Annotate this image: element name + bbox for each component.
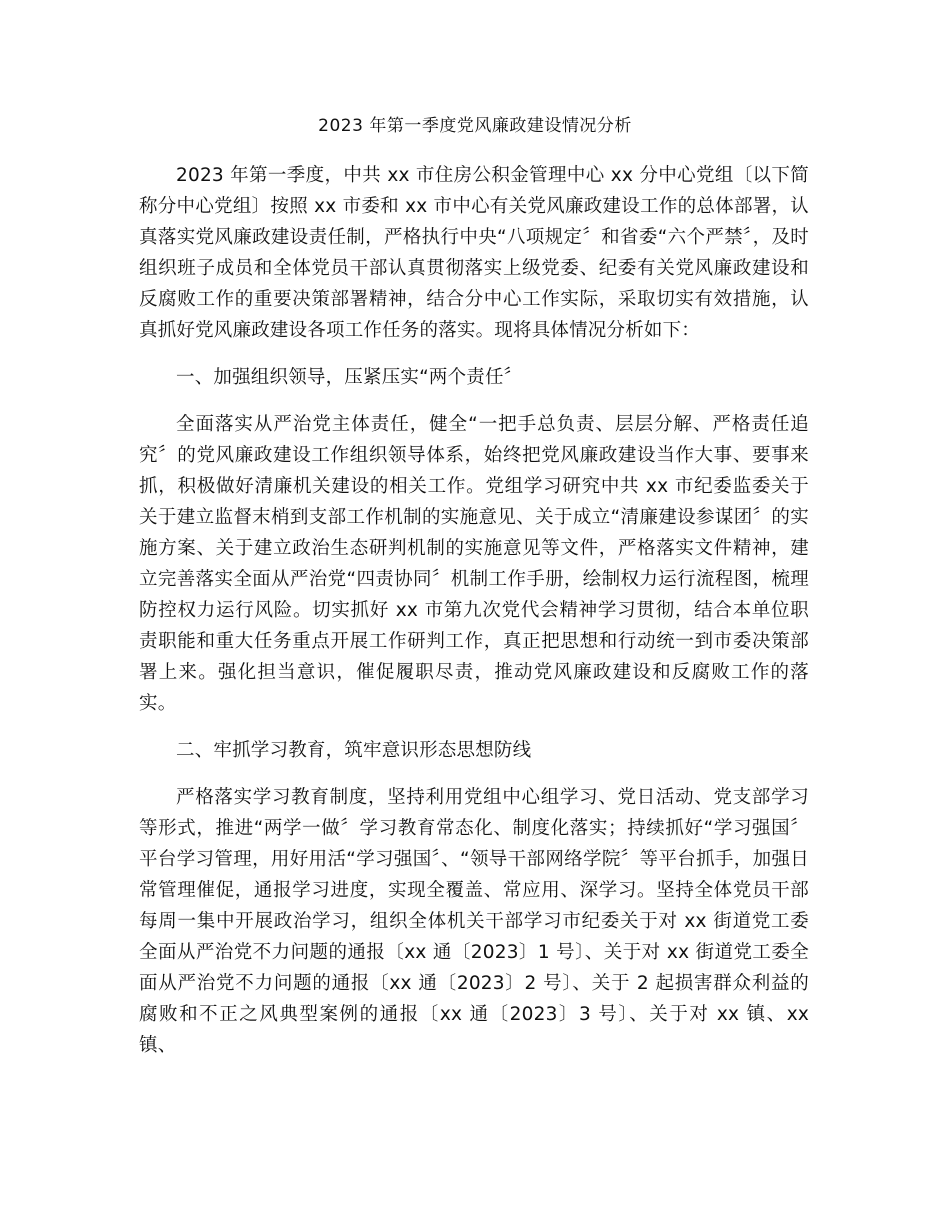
intro-paragraph: 2023 年第一季度，中共 xx 市住房公积金管理中心 xx 分中心党组〔以下简称分中心党组〕按照 xx 市委和 xx 市中心有关党风廉政建设工作的总体部署，认真落实党风廉政建设责任制，严格执行中央“八项规定〞和省委“六个严禁〞，及时组织班子成员和全体党员干部认真贯彻落实上级党委、纪委有关党风廉政建设和反腐败工作的重要决策部署精神，结合分中心工作实际，采取切实有效措施，认真抓好党风廉政建设各项工作任务的落实。现将具体情况分析如下：: [139, 165, 809, 341]
document-title: 2023 年第一季度党风廉政建设情况分析: [318, 116, 632, 136]
section-heading-1: 一、加强组织领导，压紧压实“两个责任〞: [176, 367, 523, 388]
section-paragraph-1: 全面落实从严治党主体责任，健全“一把手总负责、层层分解、严格责任追究〞的党风廉政建设工作组织领导体系，始终把党风廉政建设当作大事、要事来抓，积极做好清廉机关建设的相关工作。党组学习研究中共 xx 市纪委监委关于关于建立监督末梢到支部工作机制的实施意见、关于成立“清廉建设参谋团〞的实施方案、关于建立政治生态研判机制的实施意见等文件，严格落实文件精神，建立完善落实全面从严治党“四责协同〞机制工作手册，绘制权力运行流程图，梳理防控权力运行风险。切实抓好 xx 市第九次党代会精神学习贯彻，结合本单位职责职能和重大任务重点开展工作研判工作，真正把思想和行动统一到市委决策部署上来。强化担当意识，催促履职尽责，推动党风廉政建设和反腐败工作的落实。: [139, 414, 809, 714]
section-paragraph-2: 严格落实学习教育制度，坚持利用党组中心组学习、党日活动、党支部学习等形式，推进“两学一做〞学习教育常态化、制度化落实；持续抓好“学习强国〞平台学习管理，用好用活“学习强国〞、“领导干部网络学院〞等平台抓手，加强日常管理催促，通报学习进度，实现全覆盖、常应用、深学习。坚持全体党员干部每周一集中开展政治学习，组织全体机关干部学习市纪委关于对 xx 街道党工委全面从严治党不力问题的通报〔xx 通〔2023〕1 号〕、关于对 xx 街道党工委全面从严治党不力问题的通报〔xx 通〔2023〕2 号〕、关于 2 起损害群众利益的腐败和不正之风典型案例的通报〔xx 通〔2023〕3 号〕、关于对 xx 镇、xx 镇、: [139, 787, 809, 1056]
section-heading-2: 二、牢抓学习教育，筑牢意识形态思想防线: [176, 740, 532, 761]
document-body: [139, 160, 809, 1077]
